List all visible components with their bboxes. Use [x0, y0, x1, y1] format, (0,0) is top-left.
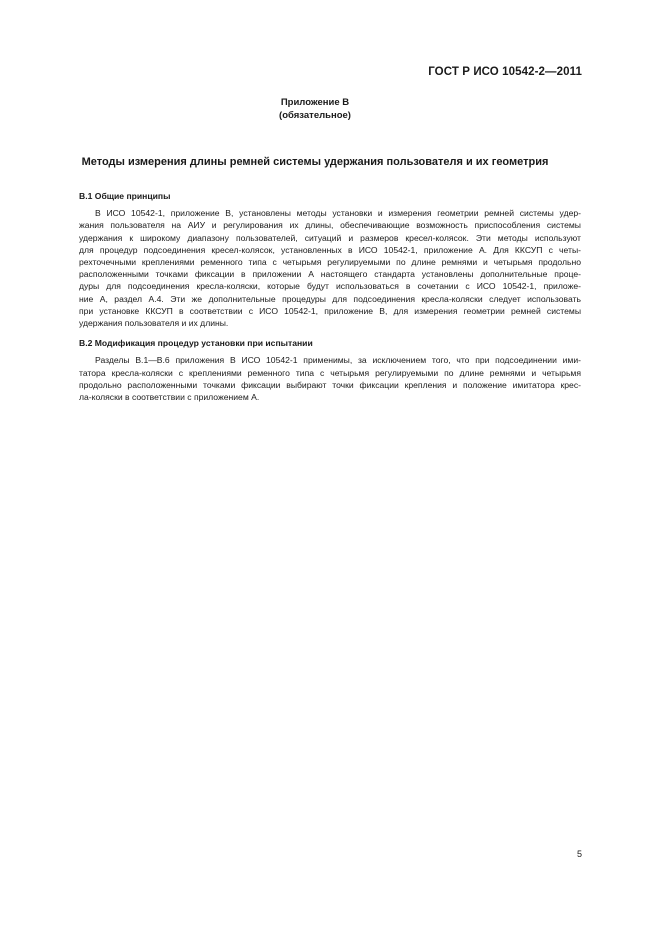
- document-body: [79, 190, 581, 411]
- text-line: при установке ККСУП в соответствии с ИСО 10542-1, приложение В, для измерения геометрии ремней системы: [79, 305, 581, 316]
- text-line: Разделы В.1—В.6 приложения В ИСО 10542-1 применимы, за исключением того, что при подсоединении ими-: [95, 355, 581, 366]
- text-line: дуры для подсоединения кресла-коляски, которые будут использоваться в сочетании с ИСО 10542-1, приложе-: [79, 281, 581, 292]
- text-line: татора кресла-коляски с креплениями ременного типа с четырьмя регулируемыми по длине ремнями и четырьмя: [79, 367, 581, 378]
- annex-heading: [0, 96, 630, 122]
- section-heading-b2: В.2 Модификация процедур установки при испытании: [79, 338, 313, 349]
- section-heading-b1: В.1 Общие принципы: [79, 191, 171, 201]
- text-line: В ИСО 10542-1, приложение В, установлены методы установки и измерения геометрии ремней системы удер-: [95, 208, 581, 219]
- annex-title: Приложение В: [280, 97, 350, 108]
- text-line: удержания к широкому диапазону пользователей, ситуаций и размеров кресел-колясок. Эти методы используют: [79, 232, 581, 243]
- text-line: ла-коляски в соответствии с приложением А.: [79, 392, 260, 403]
- text-line: расположенными точками фиксации в приложении А настоящего стандарта установлены дополнительные проце-: [79, 269, 581, 280]
- text-line: продольно расположенными точками фиксации выбирают точки фиксации крепления и положение имитатора крес-: [79, 379, 581, 390]
- text-line: рехточечными креплениями ременного типа с четырьмя регулируемыми по длине ремнями и четырьмя продольно: [79, 257, 581, 268]
- section-paragraph-b2: [79, 354, 581, 403]
- text-line: удержания пользователя и их длины.: [79, 318, 229, 329]
- text-line: ние А, раздел А.4. Эти же дополнительные процедуры для подсоединения кресла-коляски следует использовать: [79, 293, 581, 304]
- page-number: 5: [576, 849, 582, 859]
- section-paragraph-b1: [79, 207, 581, 329]
- annex-status: (обязательное): [279, 110, 351, 121]
- annex-main-title: Методы измерения длины ремней системы удержания пользователя и их геометрия: [81, 156, 549, 168]
- text-line: жания пользователя на АИУ и регулирования их длины, обеспечивающие возможность приспособления системы: [79, 220, 581, 231]
- text-line: для процедур подсоединения кресел-колясок, установленных в ИСО 10542-1, приложение А. Для ККСУП с четы-: [79, 244, 581, 255]
- document-code: ГОСТ Р ИСО 10542-2—2011: [428, 66, 582, 78]
